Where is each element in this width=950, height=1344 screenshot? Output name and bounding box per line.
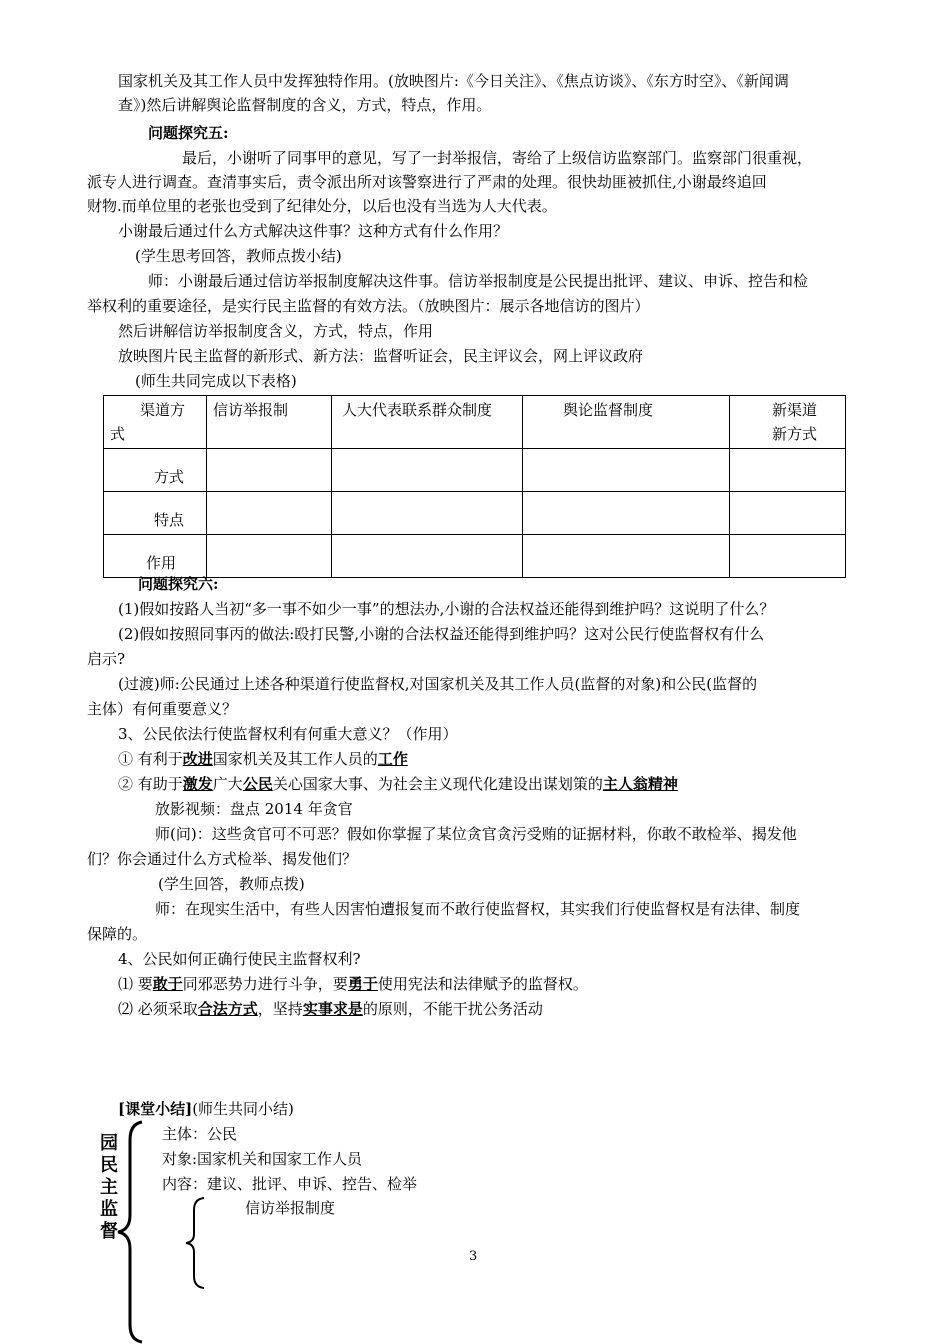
text-line: 放影视频：盘点 2014 年贪官 [155,800,353,818]
small-brace-icon [182,1196,212,1290]
text-line: 派专人进行调查。查清事实后，责令派出所对该警察进行了严肃的处理。很快劫匪被抓住,小谢最终追回 [87,173,767,191]
table-row-label: 作用 [104,535,207,578]
text-line: 启示? [87,650,126,668]
text-line: 保障的。 [87,925,148,943]
point-4-2: ⑵ 必须采取合法方式，坚持实事求是的原则，不能干扰公务活动 [118,1000,543,1018]
summary-object: 对象:国家机关和国家工作人员 [162,1150,363,1168]
table-caption: (师生共同完成以下表格) [135,372,297,390]
summary-table [103,395,846,578]
text-line: (学生回答，教师点拨) [158,875,305,893]
section-title-q6: 问题探究六: [138,575,219,593]
point-4-1: ⑴ 要敢于同邪恶势力进行斗争，要勇于使用宪法和法律赋予的监督权。 [118,975,588,993]
page-number: 3 [469,1249,478,1264]
text-line: (2)假如按照同事丙的做法:殴打民警,小谢的合法权益还能得到维护吗？这对公民行使监督权有什么 [118,625,765,643]
summary-channel: 信访举报制度 [245,1199,336,1217]
text-line: 财物.而单位里的老张也受到了纪律处分，以后也没有当选为人大代表。 [87,197,557,215]
text-line: 师：小谢最后通过信访举报制度解决这件事。信访举报制度是公民提出批评、建议、申诉、控告和检 [148,272,809,290]
text-line: (过渡)师:公民通过上述各种渠道行使监督权,对国家机关及其工作人员(监督的对象)和公民(监督的 [118,675,758,693]
section-heading-3: 3、公民依法行使监督权利有何重大意义？（作用） [118,725,458,743]
point-3-2: ② 有助于激发广大公民关心国家大事、为社会主义现代化建设出谋划策的主人翁精神 [118,775,678,793]
vertical-title: 园民主监督 [100,1133,118,1242]
table-row-label: 特点 [104,492,207,535]
section-heading-4: 4、公民如何正确行使民主监督权利? [118,950,361,968]
text-line: 国家机关及其工作人员中发挥独特作用。(放映图片:《今日关注》、《焦点访谈》、《东方时空》、《新闻调 [118,72,789,90]
text-line: 放映图片民主监督的新形式、新方法：监督听证会，民主评议会，网上评议政府 [118,347,644,365]
summary-subject: 主体：公民 [162,1125,238,1143]
table-header-cell: 新渠道 新方式 [730,396,846,449]
table-header-cell: 舆论监督制度 [523,396,730,449]
table-header-cell: 信访举报制 [207,396,332,449]
text-line: 们？你会通过什么方式检举、揭发他们？ [87,850,358,868]
table-row-label: 方式 [104,449,207,492]
point-3-1: ① 有利于改进国家机关及其工作人员的工作 [118,750,408,768]
big-brace-icon [112,1120,152,1344]
summary-content: 内容：建议、批评、申诉、控告、检举 [162,1175,418,1193]
summary-heading: [课堂小结](师生共同小结) [118,1100,294,1118]
text-line: 最后，小谢听了同事甲的意见，写了一封举报信，寄给了上级信访监察部门。监察部门很重视， [182,149,813,167]
text-line: (1)假如按路人当初“多一事不如少一事”的想法办,小谢的合法权益还能得到维护吗？这说明了什么？ [118,600,775,618]
table-header-cell: 人大代表联系群众制度 [332,396,523,449]
text-line: (学生思考回答，教师点拨小结) [135,247,342,265]
text-line: 然后讲解信访举报制度含义，方式，特点，作用 [118,322,434,340]
text-line: 主体）有何重要意义？ [87,700,238,718]
table-corner-cell: 渠道方 式 [104,396,207,449]
text-line: 师(问)：这些贪官可不可恶？假如你掌握了某位贪官贪污受贿的证据材料，你敢不敢检举、揭发他 [155,825,797,843]
text-line: 师：在现实生活中，有些人因害怕遭报复而不敢行使监督权，其实我们行使监督权是有法律、制度 [155,900,801,918]
section-title-q5: 问题探究五: [148,124,229,142]
question-text: 小谢最后通过什么方式解决这件事？这种方式有什么作用？ [118,222,509,240]
text-line: 举权利的重要途径，是实行民主监督的有效方法。（放映图片：展示各地信访的图片） [87,297,650,315]
text-line: 查》)然后讲解舆论监督制度的含义，方式，特点，作用。 [118,96,492,114]
